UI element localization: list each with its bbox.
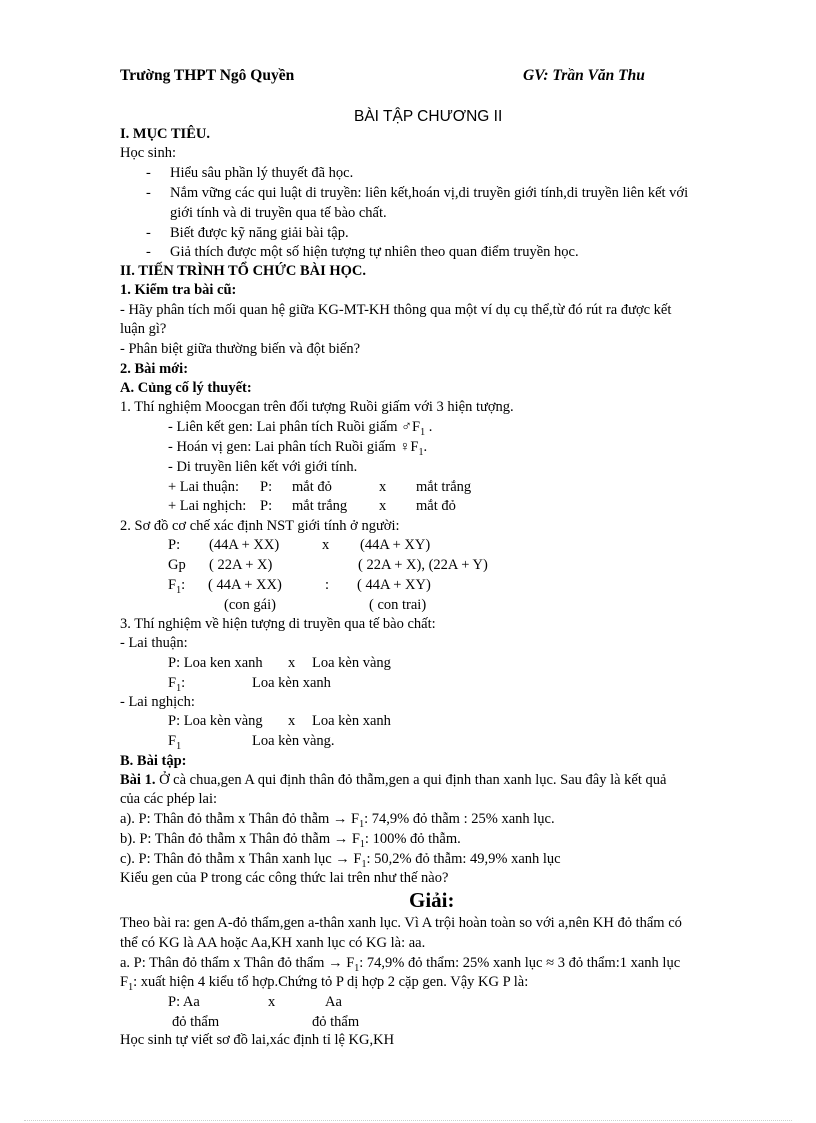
cross-x: x: [288, 713, 296, 729]
cross-x: x: [288, 655, 296, 671]
genotype: P: Aa: [168, 994, 200, 1010]
scheme-ratio: :: [325, 577, 330, 593]
solution-heading: Giải:: [409, 888, 455, 912]
offspring-label: $F_1$: [168, 733, 182, 752]
scheme-value: ( 44A + XX): [208, 577, 282, 593]
section-heading: II. TIẾN TRÌNH TỔ CHỨC BÀI HỌC.: [120, 263, 367, 279]
school-name: Trường THPT Ngô Quyền: [120, 67, 295, 84]
solution-text: thể có KG là AA hoặc Aa,KH xanh lục có KG là: aa.: [120, 935, 426, 951]
exercise-item: b). P: Thân đỏ thẫm x Thân đỏ thẫm → $F_1$: 100% đỏ thẫm.: [120, 831, 461, 850]
page-bottom-divider: [24, 1120, 792, 1121]
subsection-heading: 1. Kiểm tra bài cũ:: [120, 282, 237, 298]
cross-label: + Lai nghịch:: [168, 498, 247, 514]
bullet-text: Nắm vững các qui luật di truyền: liên kết,hoán vị,di truyền giới tính,di truyền liên kết với: [170, 185, 689, 201]
exercise-item: a). P: Thân đỏ thẫm x Thân đỏ thẫm → $F_1$: 74,9% đỏ thẫm : 25% xanh lục.: [120, 811, 555, 830]
phenotype: đỏ thẩm: [312, 1014, 360, 1030]
bullet-dash: -: [146, 244, 151, 260]
cross-parent: P: Loa kèn vàng: [168, 713, 263, 729]
cross-parent: P: Loa ken xanh: [168, 655, 263, 671]
offspring-value: Loa kèn vàng.: [252, 733, 335, 749]
exercise-question: Kiểu gen của P trong các công thức lai trên như thế nào?: [120, 870, 449, 886]
scheme-value: (44A + XX): [209, 537, 280, 553]
theory-subitem: - Hoán vị gen: Lai phân tích Ruồi giấm $♀F_1$.: [168, 439, 428, 458]
theory-subitem: - Liên kết gen: Lai phân tích Ruồi giấm $♂F_1$ .: [168, 419, 433, 438]
scheme-label: P:: [168, 537, 181, 553]
cross-x: x: [379, 479, 387, 495]
cross-label: - Lai thuận:: [120, 635, 188, 651]
cross-parent: mắt đỏ: [416, 498, 456, 514]
page-title: BÀI TẬP CHƯƠNG II: [354, 108, 503, 125]
intro-text: Học sinh:: [120, 145, 176, 161]
scheme-caption: (con gái): [224, 597, 276, 613]
bullet-text: Biết được kỹ năng giải bài tập.: [170, 225, 349, 241]
cross-x: x: [379, 498, 387, 514]
bullet-text: Hiểu sâu phần lý thuyết đã học.: [170, 165, 354, 181]
question-text: - Phân biệt giữa thường biến và đột biến?: [120, 341, 361, 357]
bullet-text: giới tính và di truyền qua tế bào chất.: [170, 205, 387, 221]
solution-text: a. P: Thân đỏ thẩm x Thân đỏ thẩm → $F_1$: 74,9% đỏ thẩm: 25% xanh lục ≈ 3 đỏ thẩm:1 xanh lục: [120, 955, 681, 974]
scheme-value: (44A + XY): [360, 537, 431, 553]
question-text: - Hãy phân tích mối quan hệ giữa KG-MT-KH thông qua một ví dụ cụ thể,từ đó rút ra được kết: [120, 302, 672, 318]
section-heading: I. MỤC TIÊU.: [120, 126, 210, 142]
scheme-value: ( 44A + XY): [357, 577, 431, 593]
subsection-heading: B. Bài tập:: [120, 753, 187, 769]
cross-label: + Lai thuận:: [168, 479, 239, 495]
cross-parent: mắt trắng: [292, 498, 348, 514]
cross-p: P:: [260, 479, 273, 495]
bullet-dash: -: [146, 185, 151, 201]
theory-item: 1. Thí nghiệm Moocgan trên đối tượng Ruồi giấm với 3 hiện tượng.: [120, 399, 514, 415]
exercise-text: của các phép lai:: [120, 791, 218, 807]
question-text: luận gì?: [120, 321, 167, 337]
cross-parent: mắt đỏ: [292, 479, 332, 495]
cross-parent: Loa kèn vàng: [312, 655, 391, 671]
exercise-text: Bài 1. Ở cà chua,gen A qui định thân đỏ thẫm,gen a qui định than xanh lục. Sau đây là kết quả: [120, 772, 667, 788]
scheme-caption: ( con trai): [369, 597, 427, 613]
exercise-item: c). P: Thân đỏ thẫm x Thân xanh lục → $F_1$: 50,2% đỏ thẫm: 49,9% xanh lục: [120, 851, 561, 870]
teacher-name: GV: Trần Văn Thu: [523, 67, 645, 84]
scheme-label: $F_1$:: [168, 577, 186, 596]
cross-x: x: [268, 994, 276, 1010]
bullet-dash: -: [146, 165, 151, 181]
bullet-text: Giả thích được một số hiện tượng tự nhiên theo quan điểm truyền học.: [170, 244, 579, 260]
theory-item: 2. Sơ đồ cơ chế xác định NST giới tính ở người:: [120, 518, 400, 534]
scheme-x: x: [322, 537, 330, 553]
scheme-label: Gp: [168, 557, 186, 573]
cross-parent: mắt trắng: [416, 479, 472, 495]
theory-subitem: - Di truyền liên kết với giới tính.: [168, 459, 358, 475]
scheme-value: ( 22A + X), (22A + Y): [358, 557, 488, 573]
theory-item: 3. Thí nghiệm về hiện tượng di truyền qua tế bào chất:: [120, 616, 436, 632]
subsection-heading: 2. Bài mới:: [120, 361, 189, 377]
solution-text: Theo bài ra: gen A-đỏ thẩm,gen a-thân xanh lục. Vì A trội hoàn toàn so với a,nên KH đỏ thẩm có: [120, 915, 682, 931]
offspring-label: $F_1$:: [168, 675, 186, 694]
solution-text: $F_1$: xuất hiện 4 kiểu tổ hợp.Chứng tỏ P dị hợp 2 cặp gen. Vậy KG P là:: [120, 974, 529, 993]
solution-text: Học sinh tự viết sơ đồ lai,xác định tỉ lệ KG,KH: [120, 1032, 395, 1048]
phenotype: đỏ thẩm: [172, 1014, 220, 1030]
cross-parent: Loa kèn xanh: [312, 713, 391, 729]
genotype: Aa: [325, 994, 342, 1010]
offspring-value: Loa kèn xanh: [252, 675, 331, 691]
cross-p: P:: [260, 498, 273, 514]
subsection-heading: A. Củng cố lý thuyết:: [120, 380, 252, 396]
cross-label: - Lai nghịch:: [120, 694, 195, 710]
bullet-dash: -: [146, 225, 151, 241]
scheme-value: ( 22A + X): [209, 557, 273, 573]
